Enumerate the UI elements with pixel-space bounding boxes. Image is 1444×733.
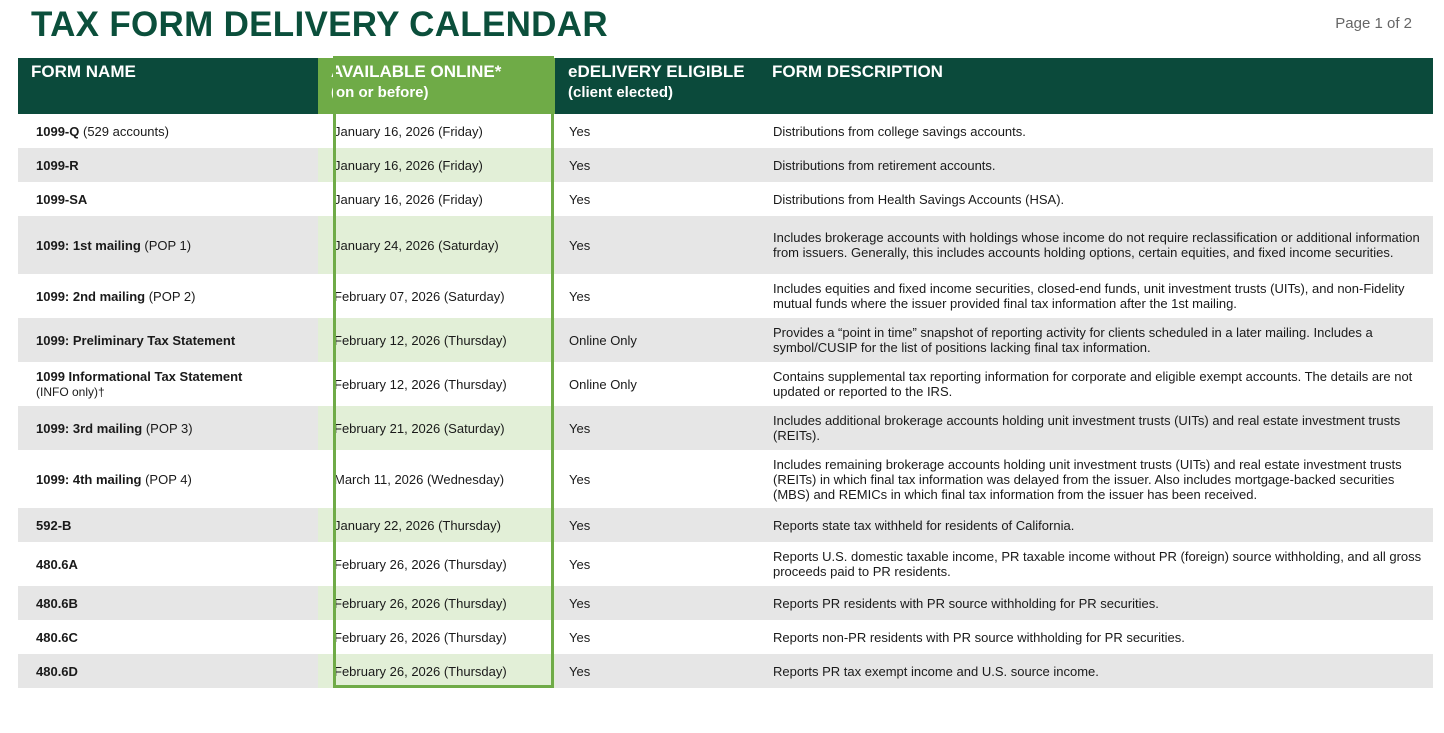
edelivery-eligible: Yes [555, 508, 759, 542]
table-row [18, 114, 1433, 148]
form-description: Reports state tax withheld for residents of California. [759, 508, 1433, 542]
form-name-cell [18, 542, 318, 586]
form-name-cell [18, 508, 318, 542]
available-date: February 12, 2026 (Thursday) [318, 318, 555, 362]
edelivery-eligible: Online Only [555, 318, 759, 362]
available-date: February 26, 2026 (Thursday) [318, 654, 555, 688]
tax-form-table [18, 58, 1433, 688]
edelivery-eligible: Yes [555, 406, 759, 450]
form-name-note: (POP 2) [145, 288, 196, 304]
table-row [18, 620, 1433, 654]
available-date: February 12, 2026 (Thursday) [318, 362, 555, 406]
form-name: 480.6C [36, 629, 78, 645]
form-description: Reports U.S. domestic taxable income, PR taxable income without PR (foreign) source withholding, and all gross proceeds paid to PR residents. [759, 542, 1433, 586]
form-description: Reports non-PR residents with PR source withholding for PR securities. [759, 620, 1433, 654]
table-row [18, 450, 1433, 508]
form-name: 1099: 4th mailing [36, 471, 142, 487]
edelivery-eligible: Yes [555, 654, 759, 688]
form-description: Includes brokerage accounts with holdings whose income do not require reclassification or additional information from issuers. Generally, this includes accounts holding options, certain equities, and fixed income securities. [759, 216, 1433, 274]
column-header-edelivery: eDELIVERY ELIGIBLE (client elected) [555, 58, 759, 114]
form-name: 480.6D [36, 663, 78, 679]
available-date: January 22, 2026 (Thursday) [318, 508, 555, 542]
form-name: 1099-SA [36, 191, 88, 207]
form-name: 1099: 3rd mailing [36, 420, 143, 436]
page-title: TAX FORM DELIVERY CALENDAR [31, 5, 608, 44]
form-name-cell [18, 274, 318, 318]
form-name: 480.6A [36, 556, 78, 572]
edelivery-eligible: Yes [555, 216, 759, 274]
available-date: February 26, 2026 (Thursday) [318, 542, 555, 586]
form-name-cell [18, 362, 318, 406]
form-description: Provides a “point in time” snapshot of reporting activity for clients scheduled in a later mailing. Includes a symbol/CUSIP for the list of positions lacking final tax information. [759, 318, 1433, 362]
available-date: January 16, 2026 (Friday) [318, 182, 555, 216]
form-name-note: (POP 1) [140, 237, 192, 253]
table-header-row [18, 58, 1433, 114]
table-row [18, 182, 1433, 216]
available-date: January 16, 2026 (Friday) [318, 114, 555, 148]
form-description: Distributions from Health Savings Accounts (HSA). [759, 182, 1433, 216]
edelivery-eligible: Online Only [555, 362, 759, 406]
form-description: Includes remaining brokerage accounts holding unit investment trusts (UITs) and real estate investment trusts (REITs) in which final tax information was delayed from the issuer. Also includes mortgage-backed securities (MBS) and REMICs in which final tax information from the issuer has been received. [759, 450, 1433, 508]
edelivery-eligible: Yes [555, 182, 759, 216]
form-name-note: (INFO only)† [36, 384, 105, 399]
table-row [18, 508, 1433, 542]
form-name: 1099-R [36, 157, 79, 173]
form-name: 1099 Informational Tax Statement [36, 368, 243, 384]
edelivery-eligible: Yes [555, 274, 759, 318]
available-date: February 26, 2026 (Thursday) [318, 620, 555, 654]
available-date: February 21, 2026 (Saturday) [318, 406, 555, 450]
table-row [18, 318, 1433, 362]
available-date: February 07, 2026 (Saturday) [318, 274, 555, 318]
edelivery-eligible: Yes [555, 542, 759, 586]
edelivery-eligible: Yes [555, 586, 759, 620]
form-name-cell [18, 182, 318, 216]
available-date: January 24, 2026 (Saturday) [318, 216, 555, 274]
column-header-available-online: AVAILABLE ONLINE* (on or before) [318, 58, 555, 114]
form-name: 1099-Q [36, 123, 80, 139]
form-name-cell [18, 216, 318, 274]
column-header-form-name: FORM NAME [18, 58, 318, 114]
table-row [18, 216, 1433, 274]
form-name-note: (POP 4) [141, 471, 192, 487]
table-row [18, 406, 1433, 450]
edelivery-eligible: Yes [555, 114, 759, 148]
form-name-cell [18, 586, 318, 620]
form-name-cell [18, 654, 318, 688]
form-name: 1099: Preliminary Tax Statement [36, 332, 236, 348]
form-description: Contains supplemental tax reporting information for corporate and eligible exempt accounts. The details are not updated or reported to the IRS. [759, 362, 1433, 406]
form-name-cell [18, 148, 318, 182]
table-row [18, 586, 1433, 620]
table-row [18, 362, 1433, 406]
available-date: February 26, 2026 (Thursday) [318, 586, 555, 620]
available-date: March 11, 2026 (Wednesday) [318, 450, 555, 508]
form-name: 1099: 1st mailing [36, 237, 141, 253]
form-name-cell [18, 318, 318, 362]
form-name: 592-B [36, 517, 72, 533]
available-date: January 16, 2026 (Friday) [318, 148, 555, 182]
form-name: 1099: 2nd mailing [36, 288, 146, 304]
form-description: Distributions from retirement accounts. [759, 148, 1433, 182]
table-row [18, 148, 1433, 182]
form-description: Includes additional brokerage accounts holding unit investment trusts (UITs) and real estate investment trusts (REITs). [759, 406, 1433, 450]
column-header-description: FORM DESCRIPTION [759, 58, 1433, 114]
form-name: 480.6B [36, 595, 78, 611]
edelivery-eligible: Yes [555, 620, 759, 654]
edelivery-eligible: Yes [555, 148, 759, 182]
form-description: Distributions from college savings accounts. [759, 114, 1433, 148]
form-name-note: (POP 3) [142, 420, 193, 436]
form-name-cell [18, 450, 318, 508]
edelivery-eligible: Yes [555, 450, 759, 508]
table-row [18, 542, 1433, 586]
form-name-cell [18, 620, 318, 654]
table-row [18, 274, 1433, 318]
form-description: Reports PR tax exempt income and U.S. source income. [759, 654, 1433, 688]
form-name-cell [18, 114, 318, 148]
form-description: Reports PR residents with PR source withholding for PR securities. [759, 586, 1433, 620]
form-description: Includes equities and fixed income securities, closed-end funds, unit investment trusts (UITs), and non-Fidelity mutual funds where the issuer provided final tax information after the 1st mailing. [759, 274, 1433, 318]
page-number: Page 1 of 2 [1335, 15, 1412, 32]
form-name-note: (529 accounts) [79, 123, 169, 139]
table-row [18, 654, 1433, 688]
form-name-cell [18, 406, 318, 450]
